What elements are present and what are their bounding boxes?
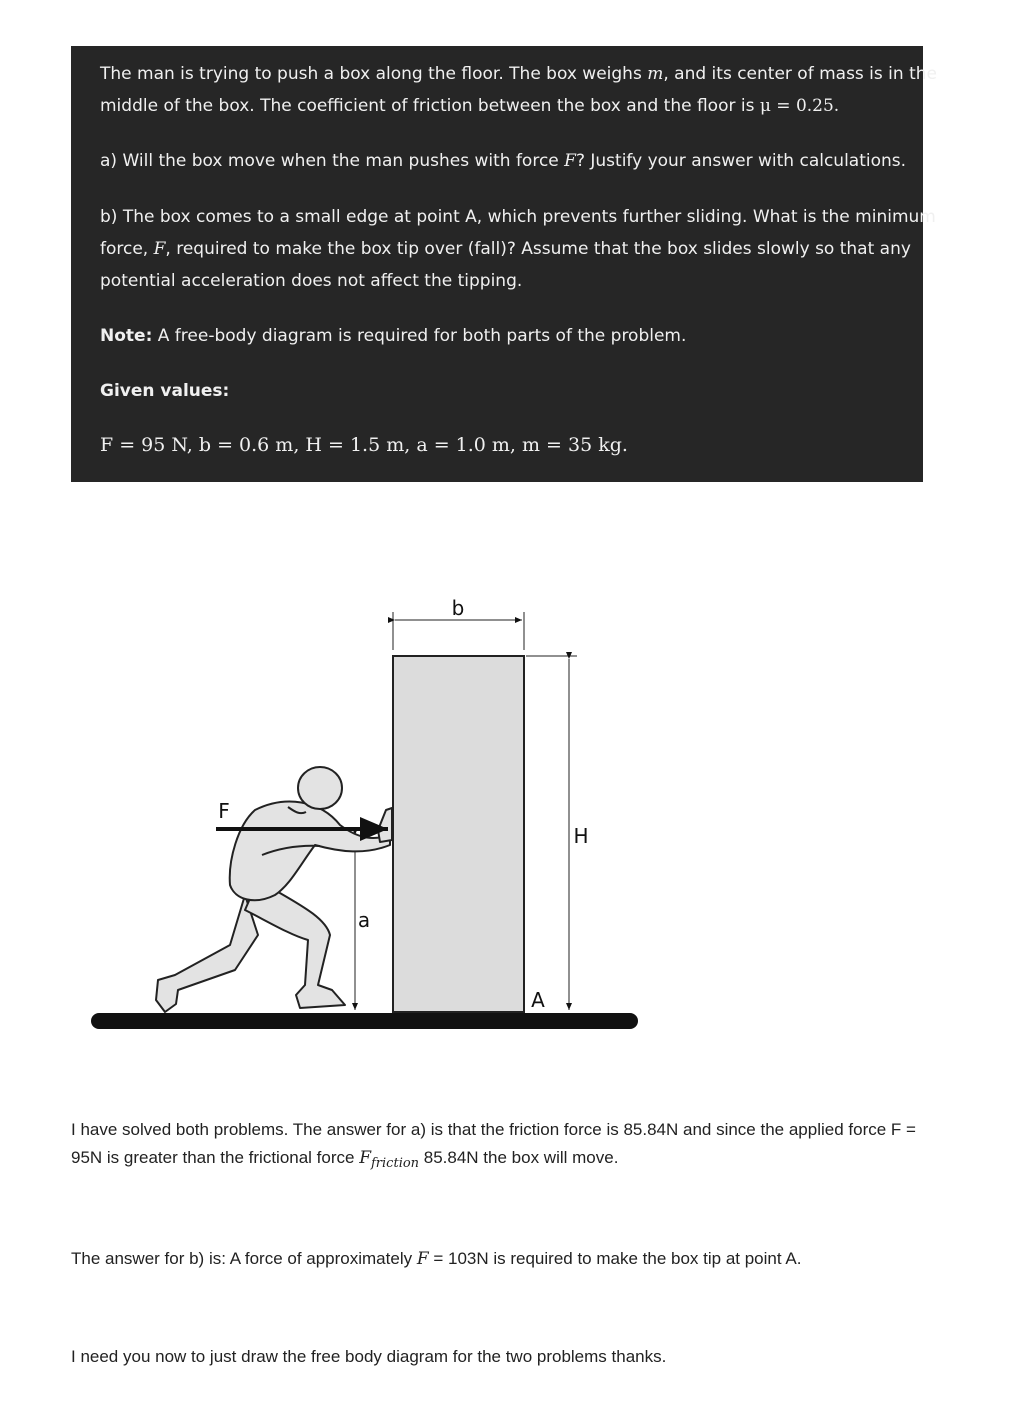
box-push-figure	[0, 560, 700, 1040]
dimension-b	[393, 596, 524, 650]
part-a-question: a) Will the box move when the man pushes with force F? Justify your answer with calculations.	[100, 151, 907, 171]
note: Note: A free-body diagram is required for both parts of the problem.	[100, 326, 687, 346]
part-b-line-3: potential acceleration does not affect the tipping.	[100, 271, 523, 291]
part-b-line-1: b) The box comes to a small edge at point A, which prevents further sliding. What is the minimum	[100, 207, 936, 227]
man-figure	[156, 767, 392, 1012]
mass-symbol: m	[647, 64, 664, 84]
answer-b: The answer for b) is: A force of approximately F = 103N is required to make the box tip at point A.	[71, 1249, 802, 1269]
intro-line-2: middle of the box. The coefficient of friction between the box and the floor is μ = 0.25.	[100, 96, 840, 116]
mu-value: μ = 0.25.	[759, 96, 840, 116]
note-label: Note:	[100, 326, 153, 346]
label-F: F	[218, 799, 230, 823]
part-b-line-2: force, F, required to make the box tip over (fall)? Assume that the box slides slowly so that any	[100, 239, 911, 259]
label-a: a	[357, 908, 371, 932]
given-values: F = 95 N, b = 0.6 m, H = 1.5 m, a = 1.0 m, m = 35 kg.	[100, 434, 628, 456]
answer-a-line-1: I have solved both problems. The answer for a) is that the friction force is 85.84N and since the applied force F =	[71, 1120, 916, 1139]
dimension-a	[355, 835, 370, 1010]
request-text: I need you now to just draw the free body diagram for the two problems thanks.	[71, 1347, 667, 1366]
box	[393, 656, 524, 1012]
label-H: H	[573, 824, 589, 848]
label-b: b	[451, 596, 465, 620]
label-A: A	[531, 988, 545, 1012]
answer-a-line-2: 95N is greater than the frictional force $F_{friction}$ 85.84N the box will move.	[71, 1148, 619, 1171]
dimension-H	[526, 656, 589, 1010]
intro-line-1: The man is trying to push a box along the floor. The box weighs m, and its center of mass is in the	[100, 64, 937, 84]
given-values-heading: Given values:	[100, 381, 230, 401]
problem-statement-box	[71, 46, 937, 482]
